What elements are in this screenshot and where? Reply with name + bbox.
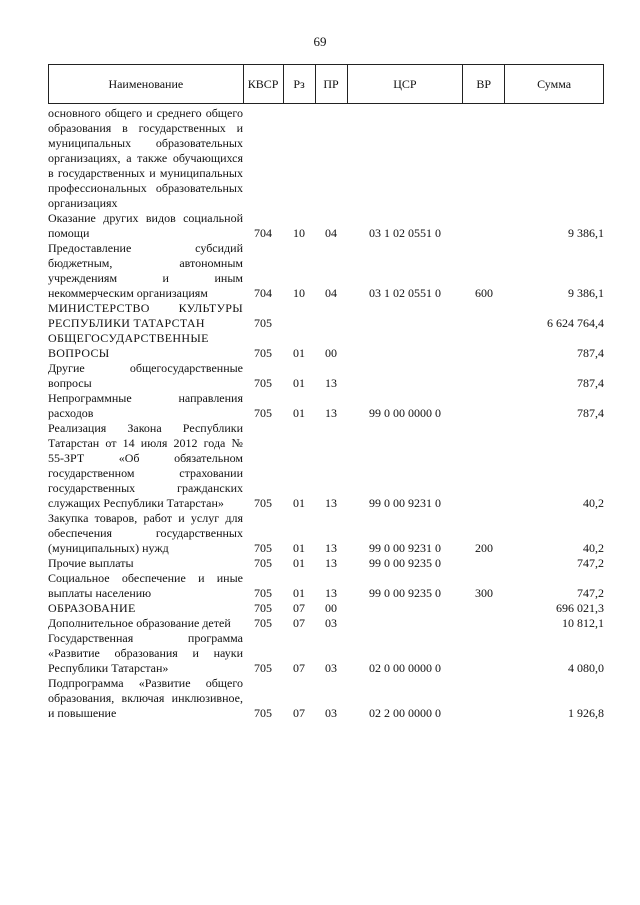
- cell-vr: [463, 211, 505, 241]
- table-row: [48, 571, 604, 601]
- cell-csr: 99 0 00 9231 0: [369, 541, 441, 555]
- cell-csr: 02 0 00 0000 0: [369, 661, 441, 675]
- cell-csr: 03 1 02 0551 0: [369, 226, 441, 240]
- cell-sum: 787,4: [577, 406, 604, 420]
- cell-sum: 747,2: [577, 556, 604, 570]
- cell-name: Предоставление субсидий бюджетным, автономным учреждениям и иным некоммерческим организациям: [48, 241, 243, 300]
- cell-vr: 200: [475, 541, 493, 555]
- cell-name: Оказание других видов социальной помощи: [48, 211, 243, 240]
- cell-rz: 01: [293, 496, 305, 510]
- cell-kvsr: 705: [254, 661, 272, 675]
- cell-sum: 9 386,1: [568, 226, 604, 240]
- table-row: [48, 331, 604, 361]
- cell-rz: 07: [293, 706, 305, 720]
- cell-pr: 00: [325, 601, 337, 615]
- cell-sum: 40,2: [583, 541, 604, 555]
- cell-rz: 01: [293, 586, 305, 600]
- cell-kvsr: 705: [254, 616, 272, 630]
- cell-vr: [463, 421, 505, 511]
- table-header: [48, 64, 604, 104]
- cell-pr: 03: [325, 616, 337, 630]
- cell-csr: [347, 106, 463, 211]
- cell-pr: 04: [325, 286, 337, 300]
- table-row: [48, 556, 604, 571]
- cell-name: Закупка товаров, работ и услуг для обеспечения государственных (муниципальных) нужд: [48, 511, 243, 555]
- cell-vr: [463, 631, 505, 676]
- cell-pr: [315, 106, 347, 211]
- column-header-pr: ПР: [315, 65, 347, 104]
- cell-kvsr: 705: [254, 586, 272, 600]
- cell-vr: [463, 301, 505, 331]
- cell-sum: 1 926,8: [568, 706, 604, 720]
- cell-kvsr: 705: [254, 406, 272, 420]
- table-row: [48, 511, 604, 556]
- cell-csr: [347, 601, 463, 616]
- cell-kvsr: 705: [254, 541, 272, 555]
- table-row: [48, 421, 604, 511]
- cell-sum: [505, 106, 604, 211]
- column-header-sum: Сумма: [505, 65, 604, 104]
- cell-sum: 6 624 764,4: [547, 316, 604, 330]
- cell-kvsr: 704: [254, 226, 272, 240]
- cell-name: Дополнительное образование детей: [48, 616, 231, 630]
- cell-rz: 01: [293, 376, 305, 390]
- cell-rz: [283, 106, 315, 211]
- page-number: 69: [313, 34, 327, 49]
- cell-name: Государственная программа «Развитие образования и науки Республики Татарстан»: [48, 631, 243, 675]
- cell-rz: 07: [293, 616, 305, 630]
- table-row: [48, 631, 604, 676]
- table-row: [48, 301, 604, 331]
- cell-pr: 03: [325, 661, 337, 675]
- cell-rz: 07: [293, 661, 305, 675]
- cell-vr: 600: [475, 286, 493, 300]
- cell-sum: 787,4: [577, 346, 604, 360]
- cell-pr: 13: [325, 376, 337, 390]
- cell-name: Реализация Закона Республики Татарстан от 14 июля 2012 года № 55-ЗРТ «Об обязательном государственном страховании государственных гражданских служащих Республики Татарстан»: [48, 421, 243, 510]
- cell-csr: 02 2 00 0000 0: [369, 706, 441, 720]
- budget-table: [48, 106, 604, 721]
- cell-vr: 300: [475, 586, 493, 600]
- cell-rz: 01: [293, 346, 305, 360]
- cell-name: Другие общегосударственные вопросы: [48, 361, 243, 390]
- cell-vr: [463, 391, 505, 421]
- table-row: [48, 241, 604, 301]
- cell-rz: 10: [293, 226, 305, 240]
- cell-csr: 99 0 00 9235 0: [369, 586, 441, 600]
- cell-kvsr: 705: [254, 496, 272, 510]
- cell-kvsr: [243, 106, 283, 211]
- cell-pr: 13: [325, 556, 337, 570]
- cell-pr: 03: [325, 706, 337, 720]
- cell-name: ОБРАЗОВАНИЕ: [48, 601, 136, 615]
- cell-sum: 4 080,0: [568, 661, 604, 675]
- cell-rz: [283, 301, 315, 331]
- cell-kvsr: 705: [254, 706, 272, 720]
- cell-pr: 00: [325, 346, 337, 360]
- cell-rz: 01: [293, 406, 305, 420]
- table-row: [48, 601, 604, 616]
- cell-pr: 13: [325, 406, 337, 420]
- cell-csr: [347, 616, 463, 631]
- cell-vr: [463, 106, 505, 211]
- cell-name: Социальное обеспечение и иные выплаты населению: [48, 571, 243, 600]
- cell-csr: [347, 361, 463, 391]
- cell-rz: 07: [293, 601, 305, 615]
- cell-kvsr: 705: [254, 346, 272, 360]
- table-row: [48, 211, 604, 241]
- cell-rz: 01: [293, 556, 305, 570]
- column-header-csr: ЦСР: [347, 65, 463, 104]
- column-header-kvsr: КВСР: [243, 65, 283, 104]
- table-row: [48, 676, 604, 721]
- cell-pr: [315, 301, 347, 331]
- table-row: [48, 616, 604, 631]
- cell-sum: 696 021,3: [556, 601, 604, 615]
- cell-vr: [463, 361, 505, 391]
- cell-name: Непрограммные направления расходов: [48, 391, 243, 420]
- cell-csr: 99 0 00 9231 0: [369, 496, 441, 510]
- cell-name: основного общего и среднего общего образования в государственных и муниципальных образовательных организациях, а также обучающихся в государственных и муниципальных профессиональных образовательных организациях: [48, 106, 243, 210]
- column-header-vr: ВР: [463, 65, 505, 104]
- cell-sum: 747,2: [577, 586, 604, 600]
- cell-vr: [463, 556, 505, 571]
- cell-vr: [463, 331, 505, 361]
- cell-sum: 9 386,1: [568, 286, 604, 300]
- cell-name: МИНИСТЕРСТВО КУЛЬТУРЫ РЕСПУБЛИКИ ТАТАРСТАН: [48, 301, 243, 330]
- cell-rz: 10: [293, 286, 305, 300]
- cell-kvsr: 704: [254, 286, 272, 300]
- cell-csr: 99 0 00 0000 0: [369, 406, 441, 420]
- cell-name: Подпрограмма «Развитие общего образования, включая инклюзивное, и повышение: [48, 676, 243, 720]
- cell-kvsr: 705: [254, 601, 272, 615]
- column-header-name: Наименование: [49, 65, 244, 104]
- cell-csr: [347, 331, 463, 361]
- cell-name: Прочие выплаты: [48, 556, 134, 570]
- cell-sum: 40,2: [583, 496, 604, 510]
- cell-csr: [347, 301, 463, 331]
- cell-rz: 01: [293, 541, 305, 555]
- cell-csr: 03 1 02 0551 0: [369, 286, 441, 300]
- cell-vr: [463, 616, 505, 631]
- cell-vr: [463, 676, 505, 721]
- cell-kvsr: 705: [254, 556, 272, 570]
- table-row: [48, 391, 604, 421]
- cell-pr: 04: [325, 226, 337, 240]
- table-row: [48, 106, 604, 211]
- cell-name: ОБЩЕГОСУДАРСТВЕННЫЕ ВОПРОСЫ: [48, 331, 209, 360]
- cell-vr: [463, 601, 505, 616]
- cell-csr: 99 0 00 9235 0: [369, 556, 441, 570]
- cell-sum: 10 812,1: [562, 616, 604, 630]
- cell-pr: 13: [325, 586, 337, 600]
- cell-sum: 787,4: [577, 376, 604, 390]
- cell-pr: 13: [325, 496, 337, 510]
- column-header-rz: Рз: [283, 65, 315, 104]
- cell-kvsr: 705: [254, 316, 272, 330]
- cell-pr: 13: [325, 541, 337, 555]
- table-row: [48, 361, 604, 391]
- cell-kvsr: 705: [254, 376, 272, 390]
